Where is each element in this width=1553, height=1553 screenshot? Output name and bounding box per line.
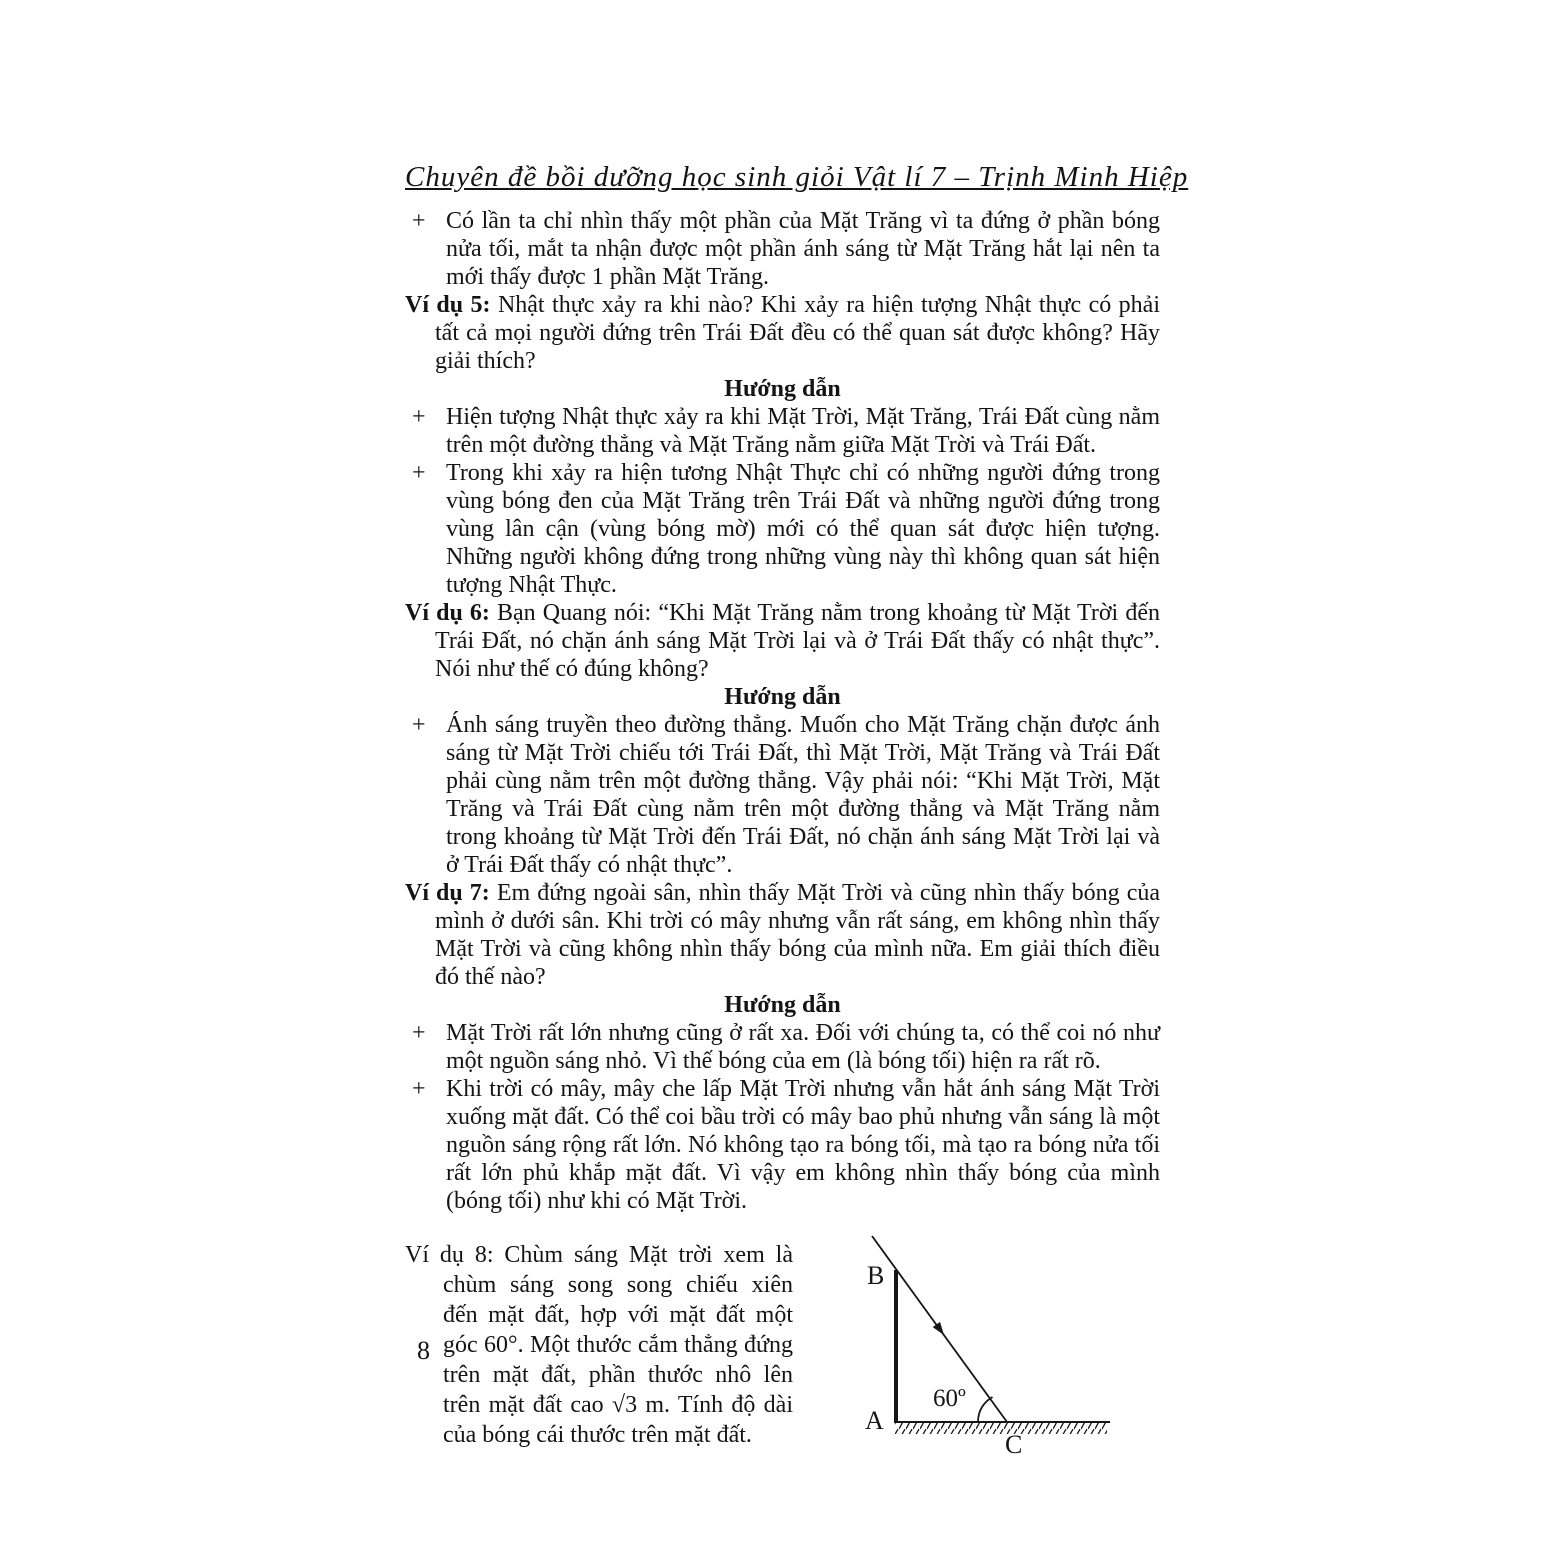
page-number: 8 xyxy=(417,1336,430,1365)
bullet-text: Mặt Trời rất lớn nhưng cũng ở rất xa. Đối với chúng ta, có thể coi nó như một nguồn sáng nhỏ. Vì thế bóng của em (là bóng tối) hiện ra rất rõ. xyxy=(446,1020,1160,1074)
guide-heading-2: Hướng dẫn xyxy=(724,684,841,710)
example-6-label: Ví dụ 6: xyxy=(405,600,490,626)
label-angle-60: 60º xyxy=(933,1385,966,1412)
bullet-marker: + xyxy=(412,404,426,430)
example-8-row xyxy=(405,1216,1160,1479)
example-7-text: Em đứng ngoài sân, nhìn thấy Mặt Trời và cũng nhìn thấy bóng của mình ở dưới sân. Khi trời có mây nhưng vẫn rất sáng, em không nhìn thấy Mặt Trời và cũng không nhìn thấy bóng của mình nữa. Em giải thích điều đó thế nào? xyxy=(435,880,1160,990)
bullet-moon-phase xyxy=(405,207,1160,291)
bullet-text: Hiện tượng Nhật thực xảy ra khi Mặt Trời, Mặt Trăng, Trái Đất cùng nằm trên một đường thẳng và Mặt Trăng nằm giữa Mặt Trời và Trái Đất. xyxy=(446,404,1160,458)
example-5-label: Ví dụ 5: xyxy=(405,292,491,318)
guide-heading-1: Hướng dẫn xyxy=(724,376,841,402)
bullet-sun-small-source xyxy=(405,1019,1160,1075)
example-6 xyxy=(405,599,1160,683)
ground-hatching xyxy=(895,1423,1107,1434)
bullet-eclipse-visibility xyxy=(405,459,1160,599)
bullet-marker: + xyxy=(412,460,426,486)
example-8 xyxy=(405,1240,793,1455)
example-8-text: Chùm sáng Mặt trời xem là chùm sáng song song chiếu xiên đến mặt đất, hợp với mặt đất một góc 60°. Một thước cắm thẳng đứng trên mặt đất, phần thước nhô lên trên mặt đất cao √3 m. Tính độ dài của bóng cái thước trên mặt đất. xyxy=(443,1242,793,1448)
bullet-text: Trong khi xảy ra hiện tương Nhật Thực chỉ có những người đứng trong vùng bóng đen của Mặt Trăng trên Trái Đất và những người đứng trong vùng lân cận (vùng bóng mờ) mới có thể quan sát được hiện tượng. Những người không đứng trong những vùng này thì không quan sát hiện tượng Nhật Thực. xyxy=(446,460,1160,598)
example-7-label: Ví dụ 7: xyxy=(405,880,490,906)
example-5-text: Nhật thực xảy ra khi nào? Khi xảy ra hiện tượng Nhật thực có phải tất cả mọi người đứng trên Trái Đất đều có thể quan sát được không? Hãy giải thích? xyxy=(435,292,1161,374)
bullet-marker: + xyxy=(412,712,426,738)
bullet-marker: + xyxy=(412,1076,426,1102)
bullet-marker: + xyxy=(412,1020,426,1046)
bullet-light-straight-line xyxy=(405,711,1160,879)
running-header: Chuyên đề bồi dưỡng học sinh giỏi Vật lí 7 – Trịnh Minh Hiệp xyxy=(405,161,1189,193)
label-C: C xyxy=(1005,1430,1023,1459)
ray-triangle-figure xyxy=(829,1220,1169,1472)
bullet-eclipse-condition xyxy=(405,403,1160,459)
body-text xyxy=(405,207,1160,1479)
angle-arc xyxy=(978,1397,993,1421)
example-5 xyxy=(405,291,1160,375)
guide-heading-3: Hướng dẫn xyxy=(724,992,841,1018)
example-8-diagram xyxy=(829,1220,1169,1479)
bullet-cloudy-sky xyxy=(405,1075,1160,1215)
bullet-marker: + xyxy=(412,208,426,234)
bullet-text: Có lần ta chỉ nhìn thấy một phần của Mặt Trăng vì ta đứng ở phần bóng nửa tối, mắt ta nhận được một phần ánh sáng từ Mặt Trăng hắt lại nên ta mới thấy được 1 phần Mặt Trăng. xyxy=(446,208,1160,290)
label-A: A xyxy=(865,1406,884,1435)
label-B: B xyxy=(867,1261,885,1290)
example-8-label: Ví dụ 8: xyxy=(405,1242,494,1268)
example-6-text: Bạn Quang nói: “Khi Mặt Trăng nằm trong khoảng từ Mặt Trời đến Trái Đất, nó chặn ánh sáng Mặt Trời lại và ở Trái Đất thấy có nhật thực”. Nói như thế có đúng không? xyxy=(435,600,1160,682)
ray-arrowhead-icon xyxy=(933,1322,944,1335)
page-content xyxy=(405,160,1189,1479)
bullet-text: Khi trời có mây, mây che lấp Mặt Trời nhưng vẫn hắt ánh sáng Mặt Trời xuống mặt đất. Có thể coi bầu trời có mây bao phủ nhưng vẫn sáng là một nguồn sáng rộng rất lớn. Nó không tạo ra bóng tối, mà tạo ra bóng nửa tối rất lớn phủ khắp mặt đất. Vì vậy em không nhìn thấy bóng của mình (bóng tối) như khi có Mặt Trời. xyxy=(446,1076,1160,1214)
bullet-text: Ánh sáng truyền theo đường thẳng. Muốn cho Mặt Trăng chặn được ánh sáng từ Mặt Trời chiếu tới Trái Đất, thì Mặt Trời, Mặt Trăng và Trái Đất phải cùng nằm trên một đường thẳng. Vậy phải nói: “Khi Mặt Trời, Mặt Trăng và Trái Đất cùng nằm trên một đường thẳng và Mặt Trăng nằm trong khoảng từ Mặt Trời đến Trái Đất, nó chặn ánh sáng Mặt Trời lại và ở Trái Đất thấy có nhật thực”. xyxy=(446,712,1160,878)
example-7 xyxy=(405,879,1160,991)
